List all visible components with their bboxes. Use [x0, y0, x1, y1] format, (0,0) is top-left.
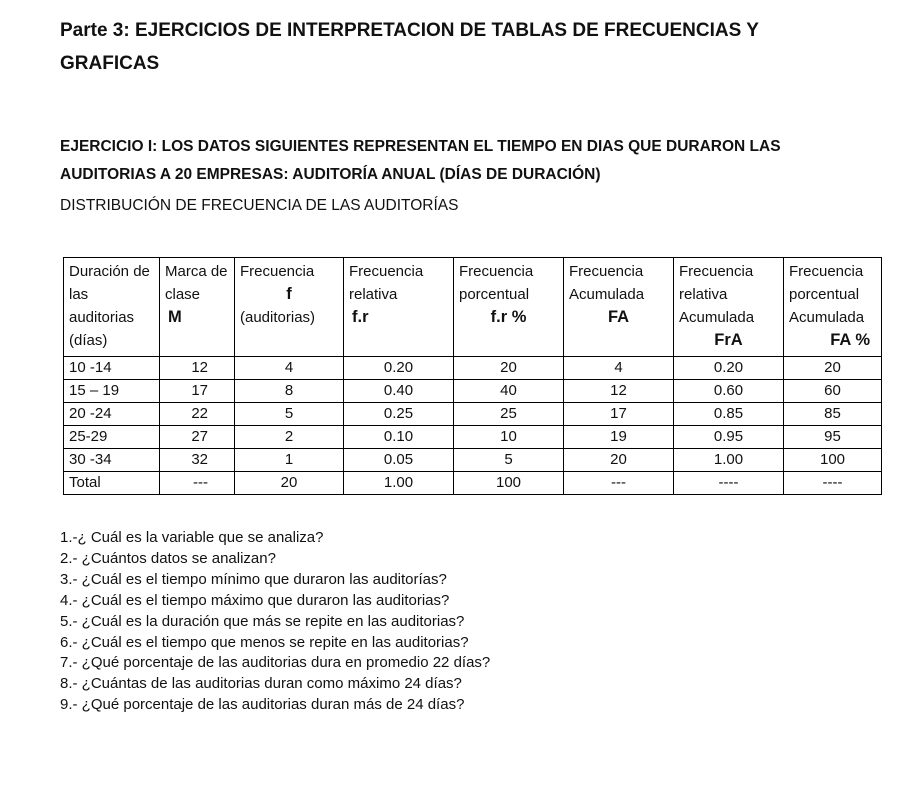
cell-duration: 30 -34	[64, 449, 160, 472]
cell-cumulative-relative-frequency: 0.95	[674, 426, 784, 449]
table-row	[64, 380, 882, 403]
questions-list	[60, 528, 880, 716]
cell-cumulative-percent-frequency: 20	[784, 357, 882, 380]
cell-cumulative-percent-frequency: 95	[784, 426, 882, 449]
question-item: 3.- ¿Cuál es el tiempo mínimo que duraron las auditorías?	[60, 570, 447, 588]
header-sublabel: (auditorias)	[240, 309, 316, 326]
header-percent-frequency	[454, 258, 564, 357]
cell-class-mark: 27	[160, 426, 235, 449]
cell-cumulative-relative-frequency: 0.20	[674, 357, 784, 380]
header-label: Duración de las auditorias (días)	[69, 263, 150, 349]
header-label: Frecuencia relativa	[349, 263, 424, 303]
cell-cumulative-percent-frequency: 100	[784, 449, 882, 472]
table-row	[64, 403, 882, 426]
cell-frequency: 5	[235, 403, 344, 426]
table-row	[64, 357, 882, 380]
question-item: 6.- ¿Cuál es el tiempo que menos se repite en las auditorias?	[60, 633, 469, 651]
cell-class-mark: 12	[160, 357, 235, 380]
page-title: Parte 3: EJERCICIOS DE INTERPRETACION DE TABLAS DE FRECUENCIAS Y GRAFICAS	[60, 20, 759, 74]
header-symbol: f	[286, 285, 292, 303]
cell-cumulative-relative-frequency: 0.60	[674, 380, 784, 403]
cell-percent-frequency: 25	[454, 403, 564, 426]
cell-duration: 10 -14	[64, 357, 160, 380]
header-symbol: FA %	[830, 331, 870, 349]
question-item: 8.- ¿Cuántas de las auditorias duran como máximo 24 días?	[60, 675, 462, 693]
cell-class-mark: 17	[160, 380, 235, 403]
cell-frequency: 8	[235, 380, 344, 403]
question-item: 1.-¿ Cuál es la variable que se analiza?	[60, 529, 324, 546]
cell-relative-frequency: 0.20	[344, 357, 454, 380]
cell-cumulative-relative-frequency: ----	[674, 472, 784, 495]
header-label: Frecuencia porcentual Acumulada	[789, 263, 865, 326]
cell-relative-frequency: 0.10	[344, 426, 454, 449]
cell-relative-frequency: 1.00	[344, 472, 454, 495]
header-label: Frecuencia Acumulada	[569, 263, 645, 303]
header-cumulative-frequency	[564, 258, 674, 357]
question-item: 4.- ¿Cuál es el tiempo máximo que duraron las auditorias?	[60, 591, 450, 609]
cell-cumulative-relative-frequency: 0.85	[674, 403, 784, 426]
cell-frequency: 4	[235, 357, 344, 380]
cell-cumulative-frequency: 4	[564, 357, 674, 380]
question-item: 9.- ¿Qué porcentaje de las auditorias duran más de 24 días?	[60, 696, 465, 714]
cell-cumulative-percent-frequency: ----	[784, 472, 882, 495]
header-cumulative-relative-frequency	[674, 258, 784, 357]
cell-duration: 20 -24	[64, 403, 160, 426]
cell-relative-frequency: 0.40	[344, 380, 454, 403]
header-symbol: FA	[607, 308, 630, 326]
cell-relative-frequency: 0.25	[344, 403, 454, 426]
table-body	[64, 357, 882, 495]
table-row	[64, 472, 882, 495]
header-frequency	[235, 258, 344, 357]
header-symbol: f.r	[352, 308, 369, 326]
cell-percent-frequency: 100	[454, 472, 564, 495]
cell-percent-frequency: 5	[454, 449, 564, 472]
cell-cumulative-percent-frequency: 85	[784, 403, 882, 426]
cell-cumulative-frequency: 20	[564, 449, 674, 472]
header-label: Frecuencia porcentual	[459, 263, 534, 303]
header-label: Frecuencia relativa Acumulada	[679, 263, 755, 326]
cell-duration: 25-29	[64, 426, 160, 449]
header-label: Marca de clase	[165, 263, 228, 303]
table-header-row	[64, 258, 882, 357]
cell-frequency: 1	[235, 449, 344, 472]
header-symbol: M	[168, 308, 182, 326]
cell-cumulative-frequency: 19	[564, 426, 674, 449]
cell-percent-frequency: 20	[454, 357, 564, 380]
question-item: 7.- ¿Qué porcentaje de las auditorias dura en promedio 22 días?	[60, 654, 491, 672]
table-caption: DISTRIBUCIÓN DE FRECUENCIA DE LAS AUDITORÍAS	[60, 197, 459, 214]
cell-duration: Total	[64, 472, 160, 495]
cell-cumulative-frequency: ---	[564, 472, 674, 495]
cell-cumulative-relative-frequency: 1.00	[674, 449, 784, 472]
header-duration	[64, 258, 160, 357]
question-item: 2.- ¿Cuántos datos se analizan?	[60, 549, 276, 567]
frequency-table	[63, 257, 882, 495]
cell-cumulative-frequency: 17	[564, 403, 674, 426]
cell-class-mark: ---	[160, 472, 235, 495]
header-symbol: f.r %	[490, 308, 527, 326]
header-label: Frecuencia	[240, 263, 315, 280]
cell-cumulative-frequency: 12	[564, 380, 674, 403]
header-class-mark	[160, 258, 235, 357]
header-symbol: FrA	[714, 331, 743, 349]
cell-class-mark: 22	[160, 403, 235, 426]
header-relative-frequency	[344, 258, 454, 357]
cell-cumulative-percent-frequency: 60	[784, 380, 882, 403]
cell-frequency: 20	[235, 472, 344, 495]
cell-frequency: 2	[235, 426, 344, 449]
cell-percent-frequency: 40	[454, 380, 564, 403]
table-row	[64, 449, 882, 472]
cell-percent-frequency: 10	[454, 426, 564, 449]
table-row	[64, 426, 882, 449]
cell-class-mark: 32	[160, 449, 235, 472]
cell-duration: 15 – 19	[64, 380, 160, 403]
question-item: 5.- ¿Cuál es la duración que más se repite en las auditorias?	[60, 612, 465, 630]
exercise-heading: EJERCICIO I: LOS DATOS SIGUIENTES REPRESENTAN EL TIEMPO EN DIAS QUE DURARON LAS AUDITORIAS A 20 EMPRESAS: AUDITORÍA ANUAL (DÍAS DE DURACIÓN)	[60, 138, 781, 183]
cell-relative-frequency: 0.05	[344, 449, 454, 472]
header-cumulative-percent-frequency	[784, 258, 882, 357]
